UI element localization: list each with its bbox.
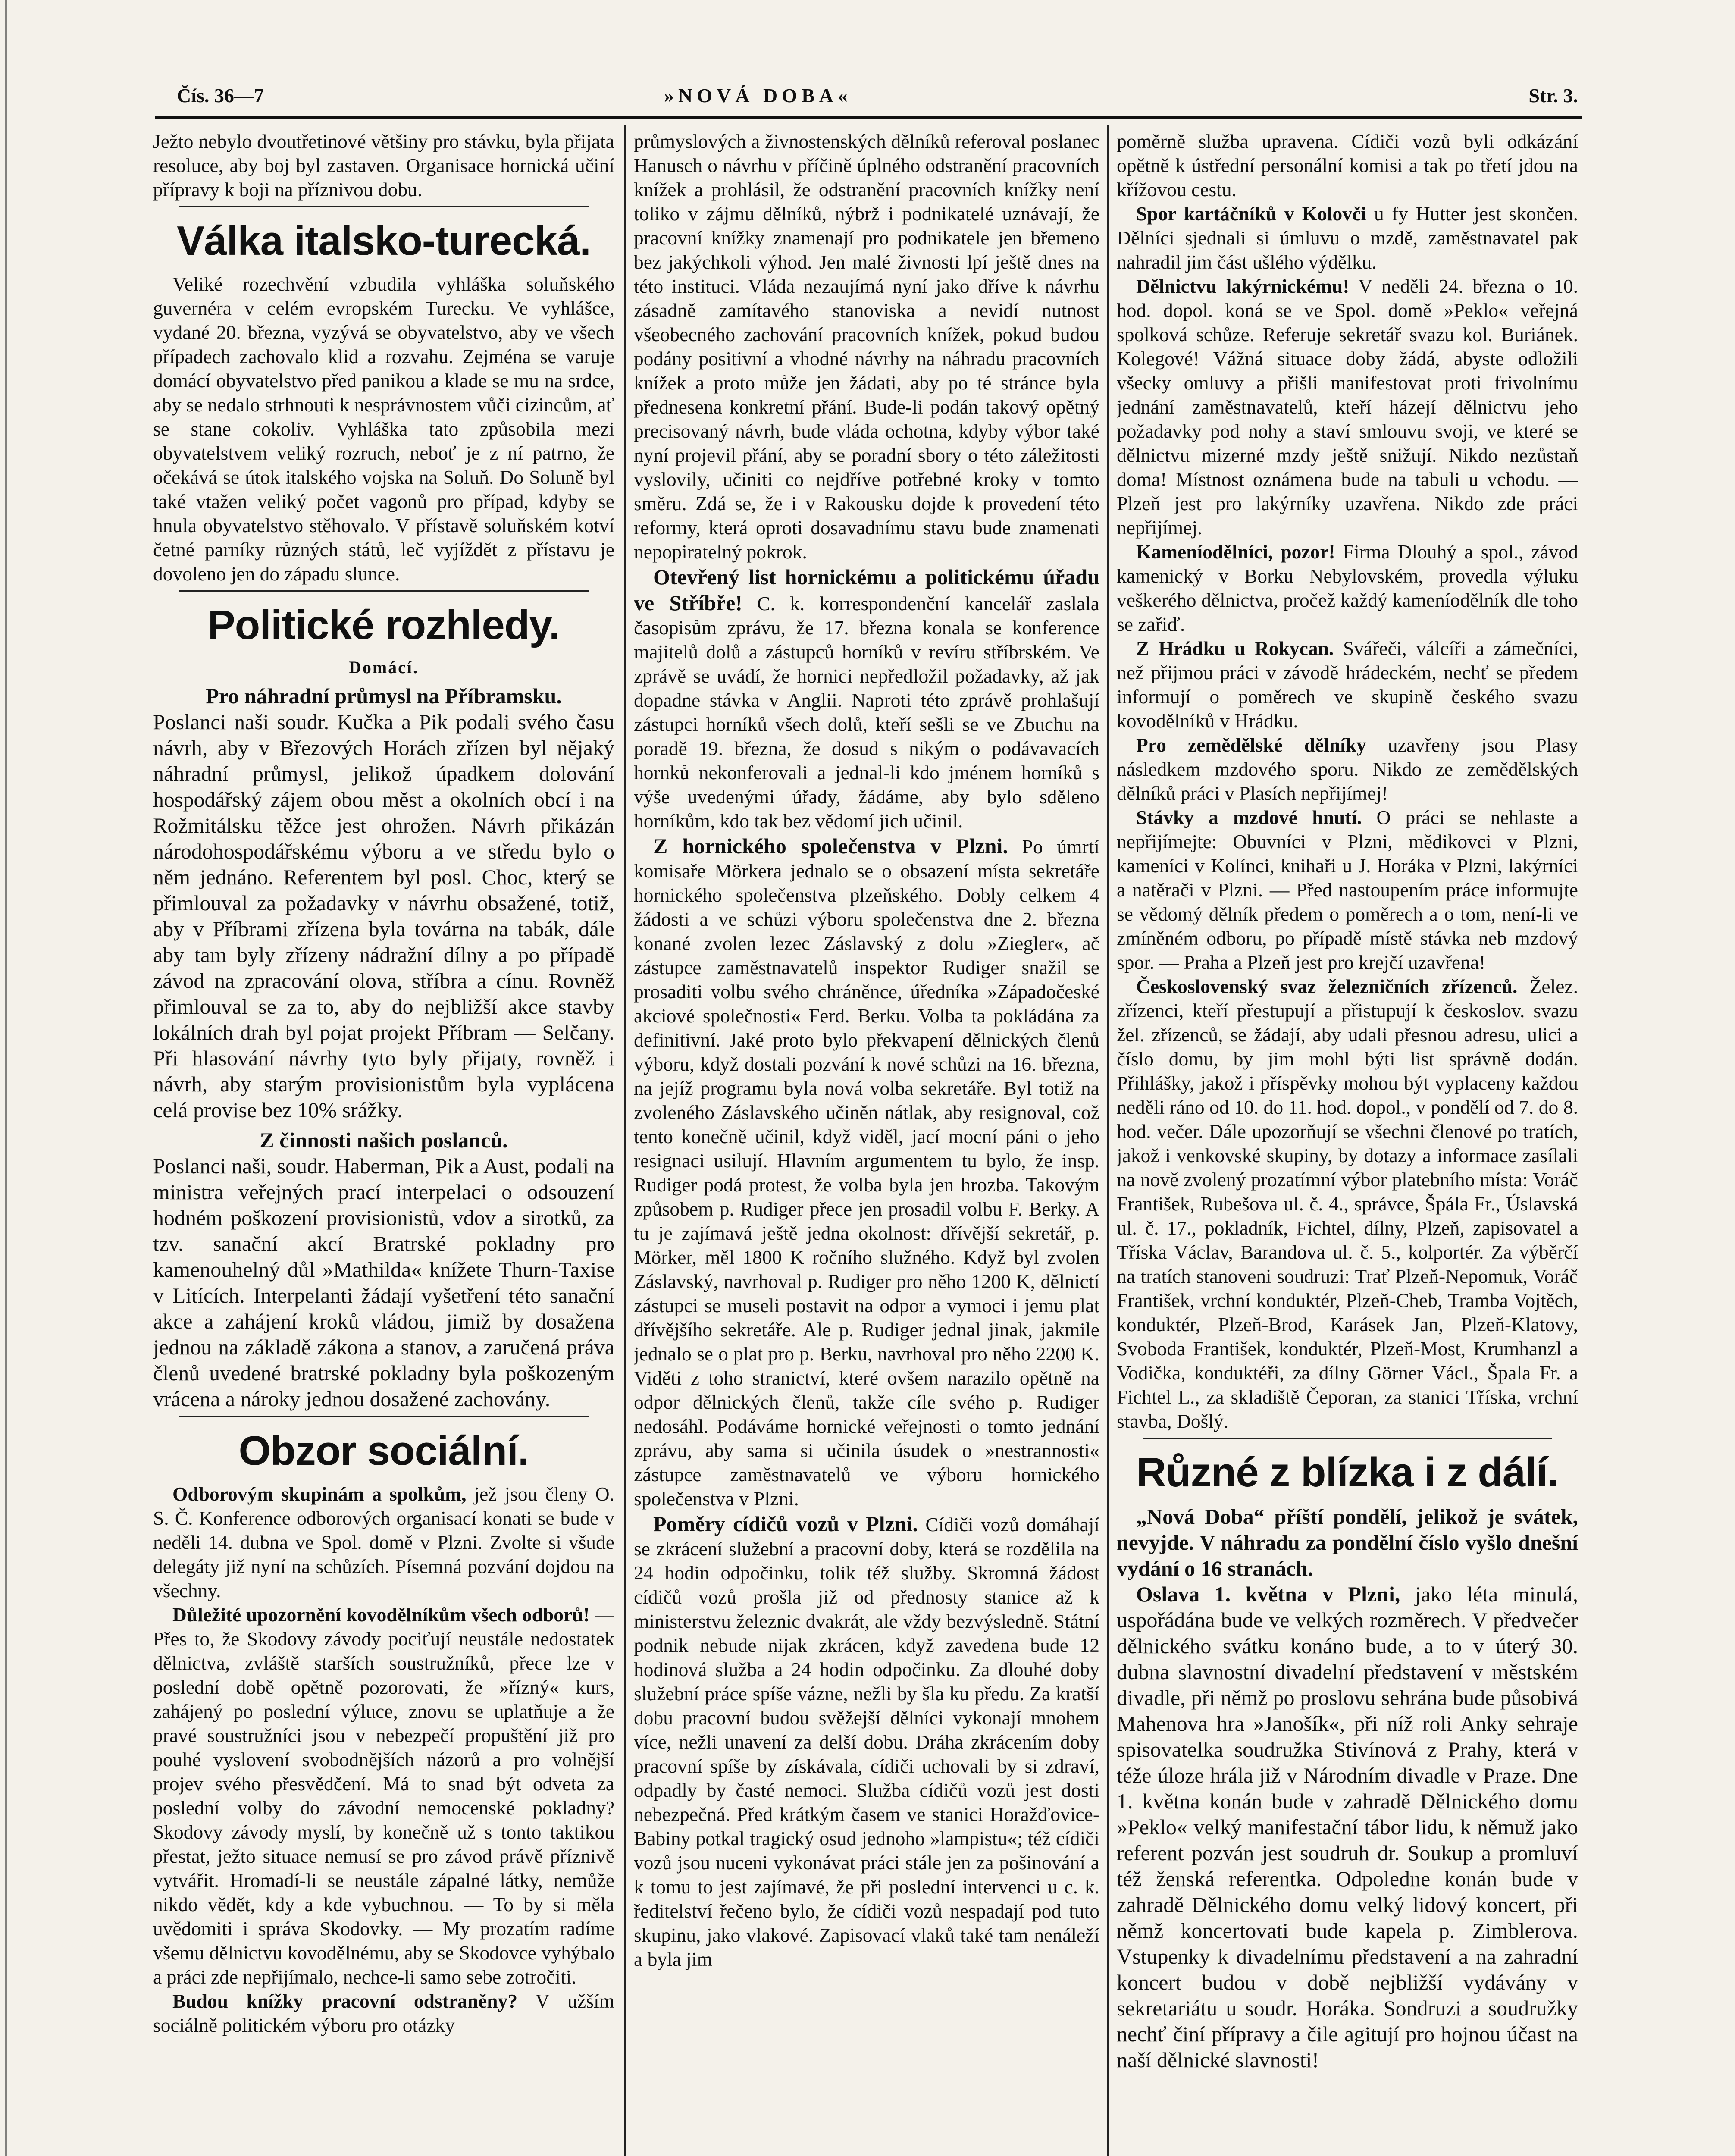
article-title: Pro zemědělské dělníky xyxy=(1136,734,1366,756)
article-title: Československý svaz železničních zřízenců. xyxy=(1136,975,1518,997)
paragraph: jako léta minulá, uspořádána bude ve velkých rozměrech. V předvečer dělnického svátku konáno bude, a to v úterý 30. dubna slavnostní divadelní představení v městském divadle, při němž po proslovu sehrána bude působivá Mahenova hra »Janošík«, při níž roli Anky sehraje spisovatelka soudružka Stivínová z Prahy, která v téže úloze hrála již v Národním divadle v Praze. Dne 1. května konán bude v zahradě Dělnického domu »Peklo« velký manifestační tábor lidu, k němuž jako referent pozván jest soudruh dr. Soukup a promluví též ženská referentka. Odpoledne konán bude v zahradě Dělnického domu velký lidový koncert, při němž koncertovati bude kapela p. Zimblerova. Vstupenky k divadelnímu představení a na zahradní koncert budou v době nejbližší vydávány v sekretariátu u soudr. Horáka. Sondruzi a soudružky nechť činí přípravy a čile agitují pro hojnou účast na naší dělnické slavnosti! xyxy=(1117,1582,1578,2072)
paragraph: O práci se nehlaste a nepřijímejte: Obuvníci v Plzni, mědikovci v Plzni, kameníci v Kolínci, knihaři u J. Horáka v Plzni, lakýrníci a natěrači v Plzni. — Před nastoupením práce informujte se vědomý dělník předem o poměrech a o tom, není-li ve zmíněném odboru, po případě místě stávka neb mzdový spor. — Praha a Plzeň jest pro krejčí uzavřena! xyxy=(1117,806,1578,973)
column-middle xyxy=(634,129,1099,2156)
article-title: Otevřený list hornickému a politickému úřadu ve Stříbře! xyxy=(634,565,1099,615)
article-title: Kameníodělníci, pozor! xyxy=(1136,541,1335,563)
section-heading: Politické rozhledy. xyxy=(207,602,560,648)
paragraph: Cídiči vozů domáhají se zkrácení služební a pracovní doby, která se rozdělila na 24 hodin odpočinku, tolik též služby. Skromná žádost cídičů vozů prošla již od přednosty stanice až k ministerstvu železnic dvakrát, ale vždy bezvýsledně. Státní podnik nebude nijak zkrácen, když zavedena bude 12 hodinová služba a 24 hodin odpočinku. Za dlouhé doby služební práce spíše vázne, nežli by šla ku předu. Za kratší dobu pracovní budou svěžejší dělníci vykonají mnohem více, nežli unavení za delší dobu. Dráha zkrácením doby pracovní spíše by získávala, cídiči uchovali by si zdraví, odpadly by časté nemoci. Služba cídičů vozů jest dosti nebezpečná. Před krátkým časem ve stanici Horažďovice-Babiny potkal tragický osud jednoho »lampistu«; též cídiči vozů jsou nuceni vykonávat práci stále jen za pošinování a k tomu to jest zajímavé, že při poslední intervenci u c. k. ředitelství řečeno bylo, že cídiči vozů nespadají pod tuto skupinu, jako vlakové. Zapisovací vlaků také tam nenáleží a byla jim xyxy=(634,1514,1099,1970)
article-title: Z hornického společenstva v Plzni. xyxy=(653,834,1008,858)
column-right xyxy=(1117,129,1578,2156)
paragraph: V užším sociálně politickém výboru pro otázky xyxy=(153,1990,614,2036)
paragraph: V neděli 24. března o 10. hod. dopol. koná se ve Spol. domě »Peklo« veřejná spolková schůze. Referuje sekretář svazu kol. Buriánek. Kolegové! Vážná situace doby žádá, abyste odložili všecky omluvy a přišli manifestovat proti frivolnímu jednání zaměstnavatelů, kteří házejí dělnictvu jeho požadavky pod nohy a staví smlouvu svoji, ve které se dělnictvu mizerné mzdy ještě snižují. Nikdo nezůstaň doma! Místnost oznámena bude na tabuli u vchodu. — Plzeň jest pro lakýrníky uzavřena. Nikdo zde práci nepřijímej. xyxy=(1117,275,1578,539)
paragraph: Veliké rozechvění vzbudila vyhláška soluňského guvernéra v celém evropském Turecku. Ve vyhlášce, vydané 20. března, vyzývá se obyvatelstvo, aby ve všech případech zachovalo klid a rozvahu. Zejména se varuje domácí obyvatelstvo před panikou a klade se mu na srdce, aby se nedalo strhnouti k nesprávnostem vůči cizincům, ať se stane cokoliv. Vyhláška tato způsobila mezi obyvatelstvem veliký rozruch, neboť je z ní patrno, že očekává se útok italského vojska na Soluň. Do Soluně byl také vtažen veliký počet vagonů pro případ, kdyby se hnula obyvatelstvo stěhovalo. V přístavě soluňském kotví četné parníky různých států, leč vyjíždět z přístavu je dovoleno jen do západu slunce. xyxy=(153,273,614,585)
divider xyxy=(1143,1438,1552,1439)
divider xyxy=(179,1416,589,1417)
paragraph: Poslanci naši soudr. Kučka a Pik podali svého času návrh, aby v Březových Horách zřízen byl nějaký náhradní průmysl, jelikož úpadkem dolování hospodářský zájem obou měst a okolních obcí i na Rožmitálsku těžce jest ohrožen. Návrh přikázán národohospodářskému výboru a ve středu bylo o něm jednáno. Referentem byl posl. Choc, který se přimlouval za požadavky v návrhu obsažené, totiž, aby v Příbrami zřízena byla továrna na tabák, dále aby tam byly zřízeny nádražní dílny a po případě závod na zpracování olova, stříbra a cínu. Rovněž přimlouval se za to, aby do nejbližší akce stavby lokálních drah byl pojat projekt Příbram — Selčany. Při hlasování návrhy tyto byly přijaty, rovněž i návrh, aby starým provisionistům byla vyplácena celá provise bez 10% srážky. xyxy=(153,710,614,1122)
article-title: Budou knížky pracovní odstraněny? xyxy=(172,1990,518,2012)
paragraph: Po úmrtí komisaře Mörkera jednalo se o obsazení místa sekretáře hornického společenstva plzeňského. Dobly celkem 4 žádosti a ve schůzi výboru společenstva dne 2. března konané zvolen lezec Záslavský z dolu »Ziegler«, ač zástupce zaměstnavatelů inspektor Rudiger snažil se prosaditi volbu svého chráněnce, úředníka »Západočeské akciové společnosti« Ferd. Berku. Volba ta pokládána za definitivní. Jaké proto bylo překvapení dělnických členů výboru, když dostali pozvání k nové schůzi na 16. března, na jejíž programu byla nová volba sekretáře. Byl totiž na zvoleného Záslavského učiněn nátlak, aby resignoval, což tento konečně učinil, když viděl, jací mocní páni o jeho resignaci usilují. Hlavním argumentem tu bylo, že insp. Rudiger podá protest, že volba byla jen hrozba. Takovým způsobem p. Rudiger přece jen prosadil volbu F. Berky. A tu je zajímavá ještě jedna okolnost: dřívější sekretář, p. Mörker, měl 1800 K ročního služného. Když byl zvolen Záslavský, navrhoval p. Rudiger pro něho 1200 K, dělnictí zástupci se museli postavit na odpor a vymoci i jemu plat dřívějšího sekretáře. Ale p. Rudiger jednal jinak, jakmile jednalo se o plat pro p. Berku, navrhoval pro něho 2200 K. Viděti z toho stranictví, které ovšem narazilo opětně na odpor dělnických členů, takže cíle svého p. Rudiger nedosáhl. Podáváme hornické veřejnosti o tomto jednání zprávu, aby sama si učinila úsudek o »nestrannosti« zástupce zaměstnavatelů ve výboru hornického společenstva v Plzni. xyxy=(634,836,1099,1510)
article-title: Z činnosti našich poslanců. xyxy=(260,1128,508,1152)
section-heading: Válka italsko-turecká. xyxy=(177,218,591,264)
divider xyxy=(179,206,589,207)
article-title: Důležité upozornění kovodělníkům všech odborů! xyxy=(172,1604,590,1626)
article-title: Oslava 1. května v Plzni, xyxy=(1136,1582,1400,1606)
masthead-title: »NOVÁ DOBA« xyxy=(664,85,852,107)
article-title: Z Hrádku u Rokycan. xyxy=(1136,637,1334,659)
paragraph: uzavřeny jsou Plasy následkem mzdového sporu. Nikdo ze zemědělských dělníků práci v Plasích nepřijímej! xyxy=(1117,734,1578,804)
article-title: Spor kartáčníků v Kolovči xyxy=(1136,203,1366,225)
paragraph: — Přes to, že Skodovy závody pociťují neustále nedostatek dělnictva, zvláště starších soustružníků, přece lze v poslední době opětně pozorovati, že »řízný« kurs, zahájený po poslední výluce, znovu se uplatňuje a že pravé soustružníci jsou v nebezpečí propuštění již pro pouhé vyslovení svobodnějších názorů a pro volnější projev svého přesvědčení. Má to snad být odveta za poslední volby do závodní nemocenské pokladny? Skodovy závody myslí, by konečně už s tonto taktikou přestat, ježto situace nemusí se pro závod právě příznivě vytvářit. Hromadí-li se neustále zápalné látky, nemůže nikdo vědět, kdy a kde vybuchnou. — To by si měla uvědomiti i správa Skodovky. — My prozatím radíme všemu dělnictvu kovodělnému, aby se Skodovce vyhýbalo a práci zde nepřijímalo, nechce-li samo sebe zotročiti. xyxy=(153,1604,614,1988)
paragraph: Ježto nebylo dvoutřetinové většiny pro stávku, byla přijata resoluce, aby boj byl zastaven. Organisace hornická učiní přípravy k boji na příznivou dobu. xyxy=(153,130,614,201)
issue-number: Čís. 36—7 xyxy=(177,85,264,107)
paragraph: Poslanci naši, soudr. Haberman, Pik a Aust, podali na ministra veřejných prací interpelaci o odsouzení hodném poškození provisionistů, vdov a sirotků, za tzv. sanační akcí Bratrské pokladny pro kamenouhelný důl »Mathilda« knížete Thurn-Taxise v Litících. Interpelanti žádají vyšetření této sanační akce a zahájení kroků vládou, jimiž by dosažena jednou na základě zákona a stanov, a zaručená práva členů uvedené bratrské pokladny byla poškozeným vrácena a nároky jednou dosažené zachovány. xyxy=(153,1154,614,1411)
scan-edge-line xyxy=(5,0,7,2156)
section-heading: Obzor sociální. xyxy=(238,1428,529,1474)
paragraph: Svářeči, válcíři a zámečníci, než přijmou práci v závodě hrádeckém, nechť se předem informují o poměrech ve skupině českého svazu kovodělníků v Hrádku. xyxy=(1117,637,1578,732)
header-rule xyxy=(155,116,1582,119)
section-heading: Různé z blízka i z dálí. xyxy=(1136,1449,1559,1495)
paragraph: poměrně služba upravena. Cídiči vozů byli odkázání opětně k ústřední personální komisi a tak po třetí jdou na křížovou cestu. xyxy=(1117,130,1578,201)
article-title: Odborovým skupinám a spolkům, xyxy=(172,1483,467,1505)
page-header xyxy=(177,75,1578,116)
paragraph: „Nová Doba“ příští pondělí, jelikož je svátek, nevyjde. V náhradu za pondělní číslo vyšlo dnešní vydání o 16 stranách. xyxy=(1117,1504,1578,1580)
article-title: Dělnictvu lakýrnickému! xyxy=(1136,275,1350,297)
column-divider xyxy=(624,125,626,2156)
paragraph: průmyslových a živnostenských dělníků referoval poslanec Hanusch o návrhu v příčině úplného odstranění pracovních knížek a prohlásil, že odstranění pracovních knížky není toliko v zájmu dělníků, nýbrž i podnikatelé uznávají, že pracovní knížky znamenají pro podnikatele jen břemeno bez jakýchkoli výhod. Jen malé živnosti lpí ještě dnes na této instituci. Vláda nezaujímá nyní jako dříve k návrhu zásadně zamítavého stanoviska a nevidí nutnost všeobecného zachování pracovních knížek, pokud budou podány positivní a vhodné návrhy na náhradu pracovních knížek a proto může jen žádati, aby po té stránce byla přednesena konkretní přání. Bude-li podán takový opětný precisovaný návrh, bude vláda ochotna, kdyby výbor také nyní projevil přání, aby se poradní sbory o této záležitosti vyslovily, učiniti co nejdříve potřebné kroky v tomto směru. Zdá se, že i v Rakousku dojde k provedení této reformy, která oproti dosavadnímu stavu bude znamenati nepopiratelný pokrok. xyxy=(634,130,1099,563)
column-divider xyxy=(1107,125,1109,2156)
divider xyxy=(179,590,589,592)
paragraph: jež jsou členy O. S. Č. Konference odborových organisací konati se bude v neděli 14. dubna ve Spol. domě v Plzni. Zvolte si všude delegáty již nyní na schůzích. Písemná pozvání dojdou na všechny. xyxy=(153,1483,614,1601)
page-number: Str. 3. xyxy=(1528,85,1578,107)
subsection-label: Domácí. xyxy=(348,658,419,677)
paragraph: Želez. zřízenci, kteří přestupují a přistupují k českoslov. svazu žel. zřízenců, se žádají, aby udali přesnou adresu, ulici a číslo domu, by jim mohl býti list správně dodán. Přihlášky, jakož i příspěvky mohou být vyplaceny každou neděli ráno od 10. do 11. hod. dopol., v pondělí od 7. do 8. hod. večer. Dále upozorňují se všechni členové po tratích, jakož i venkovské skupiny, by dotazy a informace zasílali na nově zvolený prozatímní výbor platebního místa: Voráč František, Rubešova ul. č. 4., správce, Špála Fr., Úslavská ul. č. 17., pokladník, Fichtel, dílny, Plzeň, zapisovatel a Tříska Václav, Barandova ul. č. 5., kolportér. Za výběrčí na tratích stanoveni soudruzi: Trať Plzeň-Nepomuk, Voráč František, vrchní konduktér, Plzeň-Cheb, Tramba Vojtěch, konduktér, Plzeň-Brod, Karásek Jan, Plzeň-Klatovy, Svoboda František, konduktér, Plzeň-Most, Krumhanzl a Vodička, konduktéři, za dílny Görner Václ., Špala Fr. a Fichtel L., za skladiště Čeporan, za stanici Tříska, vrchní stavba, Došlý. xyxy=(1117,975,1578,1432)
article-title: Poměry cídičů vozů v Plzni. xyxy=(653,1512,918,1536)
paragraph: u fy Hutter jest skončen. Dělníci sjednali si úmluvu o mzdě, zaměstnavatel pak nahradil jim část ušlého výdělku. xyxy=(1117,203,1578,273)
paragraph: Firma Dlouhý a spol., závod kamenický v Borku Nebylovském, provedla výluku veškerého dělnictva, pročež každý kameníodělník dle toho se zařiď. xyxy=(1117,541,1578,635)
article-title: Stávky a mzdové hnutí. xyxy=(1136,806,1362,828)
article-title: Pro náhradní průmysl na Příbramsku. xyxy=(206,684,562,708)
paragraph: C. k. korrespondenční kancelář zaslala časopisům zprávu, že 17. března konala se konference majitelů dolů a zástupců horníků v revíru stříbrském. Ve zprávě se uvádí, že hornici nepředložil požadavky, až jak dopadne stávka v Anglii. Naproti této zprávě prohlašují zástupci horníků všech dolů, kteří sešli se ve Zbuchu na poradě 19. března, že dosud s nikým o podávavacích hornků nekonferovali a jednal-li kdo jménem horníků s výše uvedenými úřady, žádáme, aby bylo sděleno horníkům, kdo tak bez vědomí jich učinil. xyxy=(634,592,1099,832)
column-left xyxy=(153,129,614,2156)
